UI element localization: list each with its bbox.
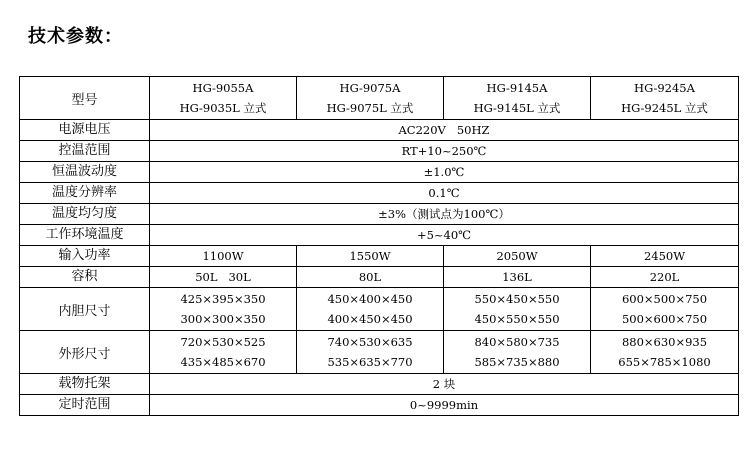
row-timer: [20, 395, 739, 416]
row-model: [20, 77, 739, 120]
row-label-input-power: 输入功率: [20, 246, 150, 267]
inner-size-line: 450×400×450: [327, 292, 413, 306]
row-volume: [20, 267, 739, 288]
outer-size-line: 655×785×1080: [618, 355, 711, 369]
row-outer-size: [20, 331, 739, 374]
outer-size-cell: [591, 331, 739, 374]
outer-size-cell: [297, 331, 444, 374]
outer-size-line: 435×485×670: [180, 355, 266, 369]
model-secondary: HG-9145L 立式: [473, 101, 561, 115]
resolution-value: 0.1℃: [150, 183, 739, 204]
model-primary: HG-9075A: [339, 81, 401, 95]
section-heading: 技术参数：: [28, 26, 123, 47]
volume-cell: 220L: [591, 267, 739, 288]
row-label-uniformity: 温度均匀度: [20, 204, 150, 225]
row-label-inner-size: 内胆尺寸: [20, 288, 150, 331]
spec-table: [19, 76, 739, 416]
outer-size-line: 840×580×735: [474, 335, 560, 349]
outer-size-line: 880×630×935: [621, 335, 708, 349]
outer-size-line: 720×530×525: [180, 335, 266, 349]
outer-size-cell: [150, 331, 297, 374]
row-label-ambient: 工作环境温度: [20, 225, 150, 246]
row-label-shelves: 载物托架: [20, 374, 150, 395]
temp-range-value: RT+10~250℃: [150, 141, 739, 162]
model-cell: [444, 77, 591, 120]
row-label-timer: 定时范围: [20, 395, 150, 416]
inner-size-line: 300×300×350: [180, 312, 266, 326]
model-cell: [591, 77, 739, 120]
row-label-resolution: 温度分辨率: [20, 183, 150, 204]
model-primary: HG-9055A: [192, 81, 254, 95]
model-primary: HG-9145A: [486, 81, 548, 95]
volume-cell: 136L: [444, 267, 591, 288]
row-inner-size: [20, 288, 739, 331]
inner-size-cell: [150, 288, 297, 331]
outer-size-line: 585×735×880: [474, 355, 560, 369]
row-fluctuation: [20, 162, 739, 183]
outer-size-line: 535×635×770: [327, 355, 413, 369]
model-secondary: HG-9075L 立式: [326, 101, 414, 115]
model-cell: [150, 77, 297, 120]
volume-cell: 50L 30L: [150, 267, 297, 288]
row-uniformity: [20, 204, 739, 225]
row-ambient: [20, 225, 739, 246]
inner-size-cell: [591, 288, 739, 331]
ambient-value: +5~40℃: [150, 225, 739, 246]
input-power-cell: 2050W: [444, 246, 591, 267]
timer-value: 0~9999min: [150, 395, 739, 416]
row-resolution: [20, 183, 739, 204]
row-label-outer-size: 外形尺寸: [20, 331, 150, 374]
inner-size-line: 500×600×750: [621, 312, 708, 326]
uniformity-value: ±3%（测试点为100℃）: [150, 204, 739, 225]
row-power-supply: [20, 120, 739, 141]
fluctuation-value: ±1.0℃: [150, 162, 739, 183]
input-power-cell: 1100W: [150, 246, 297, 267]
row-label-model: 型号: [20, 77, 150, 120]
inner-size-line: 400×450×450: [327, 312, 413, 326]
row-label-fluctuation: 恒温波动度: [20, 162, 150, 183]
inner-size-line: 425×395×350: [180, 292, 266, 306]
inner-size-line: 550×450×550: [474, 292, 560, 306]
inner-size-cell: [444, 288, 591, 331]
volume-cell: 80L: [297, 267, 444, 288]
row-shelves: [20, 374, 739, 395]
row-label-power-supply: 电源电压: [20, 120, 150, 141]
power-supply-value: AC220V 50HZ: [150, 120, 739, 141]
inner-size-line: 600×500×750: [621, 292, 708, 306]
shelves-value: 2 块: [150, 374, 739, 395]
model-secondary: HG-9035L 立式: [179, 101, 267, 115]
inner-size-cell: [297, 288, 444, 331]
outer-size-cell: [444, 331, 591, 374]
row-label-volume: 容积: [20, 267, 150, 288]
model-primary: HG-9245A: [634, 81, 695, 95]
inner-size-line: 450×550×550: [474, 312, 560, 326]
row-label-temp-range: 控温范围: [20, 141, 150, 162]
model-cell: [297, 77, 444, 120]
input-power-cell: 2450W: [591, 246, 739, 267]
model-secondary: HG-9245L 立式: [621, 101, 708, 115]
outer-size-line: 740×530×635: [327, 335, 413, 349]
row-input-power: [20, 246, 739, 267]
input-power-cell: 1550W: [297, 246, 444, 267]
row-temp-range: [20, 141, 739, 162]
